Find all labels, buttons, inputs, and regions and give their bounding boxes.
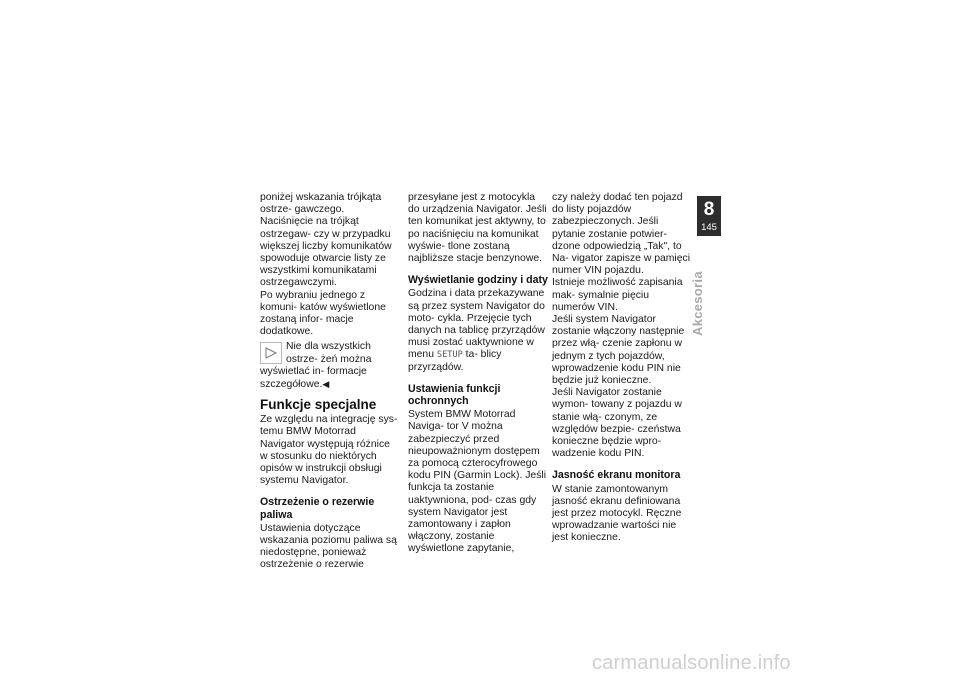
paragraph: System BMW Motorrad Naviga- tor V można zabezpieczyć przed nieupoważnionym dostępem za pomocą czterocyfrowego kodu PIN (Garmin Lock). Jeśli funkcja ta zostanie uaktywniona, pod- czas gdy system Navigator jest zamontowany i zapłon włączony, zostanie wyświetlone zapytanie,: [408, 409, 547, 555]
paragraph: Istnieje możliwość zapisania mak- symalnie pięciu numerów VIN.: [552, 277, 683, 313]
note-triangle-icon: [260, 342, 282, 364]
paragraph: Ze względu na integrację sys- temu BMW Motorrad Navigator występują różnice w stosunku do niektórych opisów w instrukcji obsługi systemu Navigator.: [260, 414, 398, 487]
heading-protection-settings: Ustawienia funkcji ochronnych: [408, 382, 501, 408]
paragraph: Po wybraniu jednego z komuni- katów wyświetlone zostaną infor- macje dodatkowe.: [260, 289, 386, 338]
menu-name-setup: SETUP: [436, 350, 463, 361]
watermark: carmanualsonline.info: [592, 652, 791, 674]
paragraph: czy należy dodać ten pojazd do listy pojazdów zabezpieczonych. Jeśli pytanie zostanie potwier- dzone odpowiedzią „Tak", to Na- vigator zapisze w pamięci numer VIN pojazdu.: [552, 192, 691, 277]
note-text: Nie dla wszystkich ostrze- żeń można wyświetlać in- formacje szczegółowe.: [260, 341, 372, 391]
paragraph: Naciśnięcie na trójkąt ostrzegaw- czy w przypadku większej liczby komunikatów spowoduje otwarcie listy ze wszystkimi komunikatami ostrzegawczymi.: [260, 216, 392, 289]
heading-time-date: Wyświetlanie godziny i daty: [408, 274, 548, 287]
section-label: Akcesoria: [690, 271, 705, 336]
text-segment: Godzina i data przekazywane są przez system Navigator do moto- cykla. Przejęcie tych danych na tablicę przyrządów musi zostać uaktywnione w menu: [408, 288, 545, 361]
column-3: [552, 192, 692, 545]
heading-fuel-warning: Ostrzeżenie o rezerwie paliwa: [260, 496, 375, 521]
paragraph: Jeśli system Navigator zostanie włączony następnie przez włą- czenie zapłonu w jednym z tych pojazdów, wprowadzenie kodu PIN nie będzie już konieczne.: [552, 314, 685, 387]
note-block: [260, 341, 400, 391]
paragraph: W stanie zamontowanym jasność ekranu definiowana jest przez motocykl. Ręczne wprowadzanie wartości nie jest konieczne.: [552, 483, 682, 544]
end-mark: ◀: [322, 379, 330, 390]
column-2: [408, 192, 548, 556]
paragraph: przesyłane jest z motocykla do urządzenia Navigator. Jeśli ten komunikat jest aktywny, to po naciśnięciu na komunikat wyświe- tlone zostaną najbliższe stacje benzynowe.: [408, 192, 547, 265]
paragraph: poniżej wskazania trójkąta ostrze- gawczego.: [260, 192, 382, 216]
chapter-number: 8: [703, 199, 715, 220]
column-1: [260, 192, 400, 572]
page-number: 145: [701, 222, 717, 233]
chapter-tab: [697, 196, 721, 236]
paragraph: Ustawienia dotyczące wskazania poziomu paliwa są niedostępne, ponieważ ostrzeżenie o rezerwie: [260, 522, 397, 571]
heading-screen-brightness: Jasność ekranu monitora: [552, 469, 681, 482]
paragraph: Jeśli Navigator zostanie wymon- towany z pojazdu w stanie włą- czonym, ze względów bezpie- czeństwa konieczne będzie wpro- wadzenie kodu PIN.: [552, 387, 682, 460]
text-segment: ta- blicy przyrządów.: [408, 349, 502, 373]
paragraph: [408, 288, 548, 373]
heading-special-functions: Funkcje specjalne: [260, 397, 377, 413]
